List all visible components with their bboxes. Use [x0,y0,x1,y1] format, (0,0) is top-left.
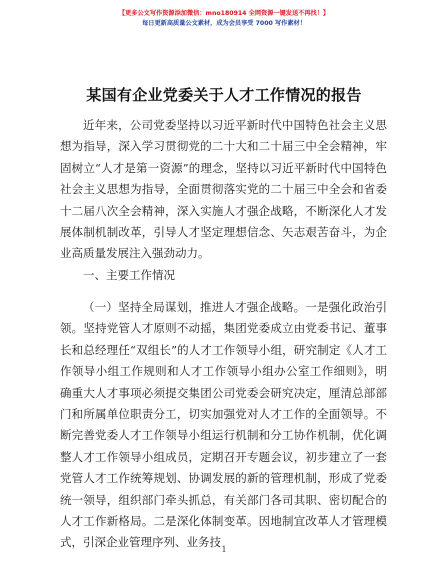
body-paragraph: （一）坚持全局谋划，推进人才强企战略。一是强化政治引领。坚持党管人才原则不动摇，集团党委成立由党委书记、董事长和总经理任“双组长”的人才工作领导小组，研究制定《人才工作领导小组工作规则和人才工作领导小组办公室工作细则》，明确重大人才事项必须提交集团公司党委会研究决定，厘清总部部门和所属单位职责分工，切实加强党对人才工作的全面领导。不断完善党委人才工作领导小组运行机制和分工协作机制，优化调整人才工作领导小组成员，定期召开专题会议，初步建立了一套党管人才工作统筹规划、协调发展的新的管理机制，形成了党委统一领导，组织部门牵头抓总，有关部门各司其职、密切配合的人才工作新格局。二是深化体制变革。因地制宜改革人才管理模式，引深企业管理序列、业务技 [60,300,387,550]
promo-banner [0,9,448,29]
section-heading: 一、主要工作情况 [83,268,175,282]
document-title: 某国有企业党委关于人才工作情况的报告 [86,86,362,104]
promo-banner-line-2: 每日更新高质量公文素材，成为会员享受 7000 写作素材！ [142,20,306,27]
intro-paragraph: 近年来，公司党委坚持以习近平新时代中国特色社会主义思想为指导，深入学习贯彻党的二十大和二十届三中全会精神，牢固树立“人才是第一资源”的理念，坚持以习近平新时代中国特色社会主义思想为指导，全面贯彻落实党的二十届三中全会和省委十二届八次全会精神，深入实施人才强企战略，不断深化人才发展体制机制改革，引导人才坚定理想信念、矢志艰苦奋斗，为企业高质量发展注入强劲动力。 [60,118,387,261]
page-number: 1 [221,545,227,554]
promo-banner-line-1: 【更多公文写作资源添加微信：mno180914 全网资源一键发送不再找！】 [118,10,330,17]
